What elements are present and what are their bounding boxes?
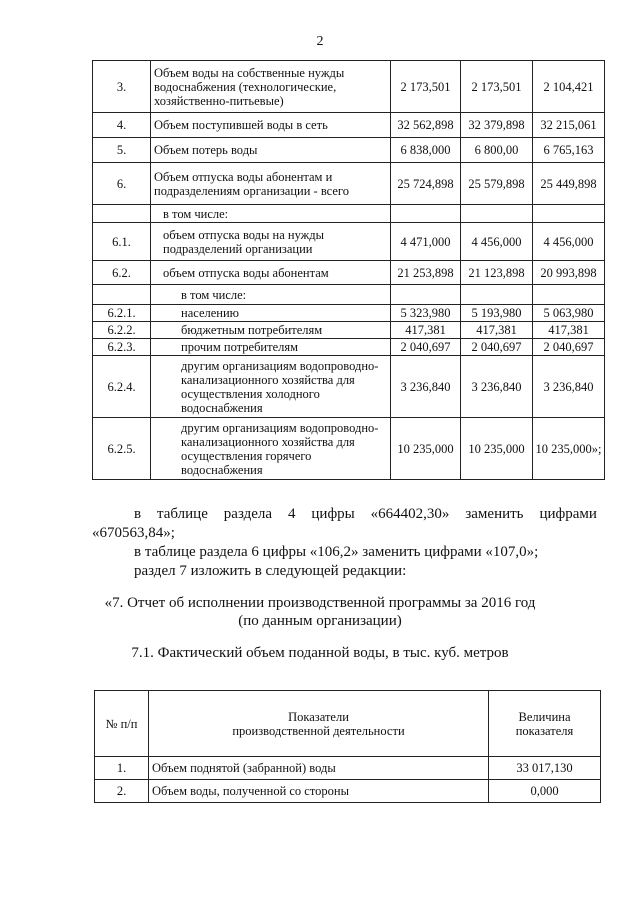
row-num xyxy=(93,285,151,305)
page-number: 2 xyxy=(316,34,324,49)
table-row xyxy=(93,418,605,480)
row-value-1: 32 562,898 xyxy=(391,113,461,138)
row-value-3: 417,381 xyxy=(533,322,605,339)
row-num: 6. xyxy=(93,163,151,205)
header-value: Величина показателя xyxy=(489,691,601,757)
row-value-1: 10 235,000 xyxy=(391,418,461,480)
table-row xyxy=(93,339,605,356)
row-value-3: 6 765,163 xyxy=(533,138,605,163)
table-row xyxy=(93,113,605,138)
row-value-2: 4 456,000 xyxy=(461,223,533,261)
row-label: Объем отпуска воды абонентам и подразделениям организации - всего xyxy=(151,163,391,205)
row-num: 6.2. xyxy=(93,261,151,285)
row-label: прочим потребителям xyxy=(151,339,391,356)
table-row xyxy=(93,322,605,339)
row-num: 6.2.2. xyxy=(93,322,151,339)
row-num: 6.2.5. xyxy=(93,418,151,480)
row-num: 3. xyxy=(93,61,151,113)
row-value-1: 5 323,980 xyxy=(391,305,461,322)
row-num: 6.2.1. xyxy=(93,305,151,322)
row-value-3: 25 449,898 xyxy=(533,163,605,205)
row-label: объем отпуска воды на нужды подразделений организации xyxy=(151,223,391,261)
row-label: Объем воды, полученной со стороны xyxy=(149,780,489,803)
paragraph-1-line-1 xyxy=(134,506,597,523)
row-value-3: 2 104,421 xyxy=(533,61,605,113)
table-row xyxy=(95,757,601,780)
row-value-1 xyxy=(391,285,461,305)
table-row xyxy=(93,305,605,322)
row-label: в том числе: xyxy=(151,285,391,305)
p1-word: в xyxy=(134,506,142,522)
row-value-3: 4 456,000 xyxy=(533,223,605,261)
p1-word: таблице xyxy=(157,506,208,522)
row-value-3: 20 993,898 xyxy=(533,261,605,285)
row-num: 2. xyxy=(95,780,149,803)
actual-water-table xyxy=(94,690,601,803)
row-label: бюджетным потребителям xyxy=(151,322,391,339)
row-label: Объем потерь воды xyxy=(151,138,391,163)
row-value-2: 32 379,898 xyxy=(461,113,533,138)
row-value-3: 2 040,697 xyxy=(533,339,605,356)
water-volume-table xyxy=(92,60,605,480)
row-value-1: 25 724,898 xyxy=(391,163,461,205)
row-value-2: 3 236,840 xyxy=(461,356,533,418)
table-row xyxy=(93,163,605,205)
row-value-2: 21 123,898 xyxy=(461,261,533,285)
row-num: 6.2.4. xyxy=(93,356,151,418)
row-num: 1. xyxy=(95,757,149,780)
p1-word: заменить xyxy=(465,506,524,522)
row-value-3: 32 215,061 xyxy=(533,113,605,138)
row-value-1: 21 253,898 xyxy=(391,261,461,285)
p1-word: раздела xyxy=(223,506,273,522)
row-label: населению xyxy=(151,305,391,322)
row-label: объем отпуска воды абонентам xyxy=(151,261,391,285)
subsection-heading: 7.1. Фактический объем поданной воды, в тыс. куб. метров xyxy=(131,645,509,661)
row-label: другим организациям водопроводно-канализационного хозяйства для осуществления холодного водоснабжения xyxy=(151,356,391,418)
row-num: 4. xyxy=(93,113,151,138)
row-value-1: 417,381 xyxy=(391,322,461,339)
row-value-1: 2 040,697 xyxy=(391,339,461,356)
row-value-2: 6 800,00 xyxy=(461,138,533,163)
row-value: 0,000 xyxy=(489,780,601,803)
section-heading-line-1: «7. Отчет об исполнении производственной программы за 2016 год xyxy=(104,595,536,611)
table-row xyxy=(93,138,605,163)
table-row xyxy=(93,61,605,113)
row-value-2: 5 193,980 xyxy=(461,305,533,322)
row-value-1: 2 173,501 xyxy=(391,61,461,113)
row-num xyxy=(93,205,151,223)
table-row xyxy=(93,285,605,305)
row-value-3: 3 236,840 xyxy=(533,356,605,418)
paragraph-3: раздел 7 изложить в следующей редакции: xyxy=(134,563,407,579)
header-label: Показатели производственной деятельности xyxy=(149,691,489,757)
row-value: 33 017,130 xyxy=(489,757,601,780)
row-value-2: 2 040,697 xyxy=(461,339,533,356)
row-value-2: 25 579,898 xyxy=(461,163,533,205)
row-label: Объем воды на собственные нужды водоснабжения (технологические, хозяйственно-питьевые) xyxy=(151,61,391,113)
row-num: 5. xyxy=(93,138,151,163)
row-value-3: 5 063,980 xyxy=(533,305,605,322)
row-num: 6.1. xyxy=(93,223,151,261)
section-heading-line-2: (по данным организации) xyxy=(238,613,402,629)
row-value-2: 417,381 xyxy=(461,322,533,339)
row-value-2 xyxy=(461,205,533,223)
row-num: 6.2.3. xyxy=(93,339,151,356)
row-value-1: 6 838,000 xyxy=(391,138,461,163)
row-value-3 xyxy=(533,205,605,223)
row-value-1: 3 236,840 xyxy=(391,356,461,418)
row-label: другим организациям водопроводно-канализационного хозяйства для осуществления горячего водоснабжения xyxy=(151,418,391,480)
table-row xyxy=(95,780,601,803)
row-value-3 xyxy=(533,285,605,305)
table-row xyxy=(93,205,605,223)
row-label: Объем поступившей воды в сеть xyxy=(151,113,391,138)
row-value-2: 10 235,000 xyxy=(461,418,533,480)
row-value-3: 10 235,000»; xyxy=(533,418,605,480)
paragraph-1-line-2: «670563,84»; xyxy=(92,525,175,541)
p1-word: цифры xyxy=(311,506,355,522)
paragraph-2: в таблице раздела 6 цифры «106,2» заменить цифрами «107,0»; xyxy=(134,544,539,560)
row-label: в том числе: xyxy=(151,205,391,223)
p1-word: 4 xyxy=(287,506,296,522)
table-row xyxy=(93,356,605,418)
row-value-2 xyxy=(461,285,533,305)
row-value-1 xyxy=(391,205,461,223)
table-header-row xyxy=(95,691,601,757)
row-value-1: 4 471,000 xyxy=(391,223,461,261)
table-row xyxy=(93,223,605,261)
header-num: № п/п xyxy=(95,691,149,757)
table-row xyxy=(93,261,605,285)
row-label: Объем поднятой (забранной) воды xyxy=(149,757,489,780)
p1-word: цифрами xyxy=(539,506,597,522)
p1-word: «664402,30» xyxy=(370,506,450,522)
row-value-2: 2 173,501 xyxy=(461,61,533,113)
